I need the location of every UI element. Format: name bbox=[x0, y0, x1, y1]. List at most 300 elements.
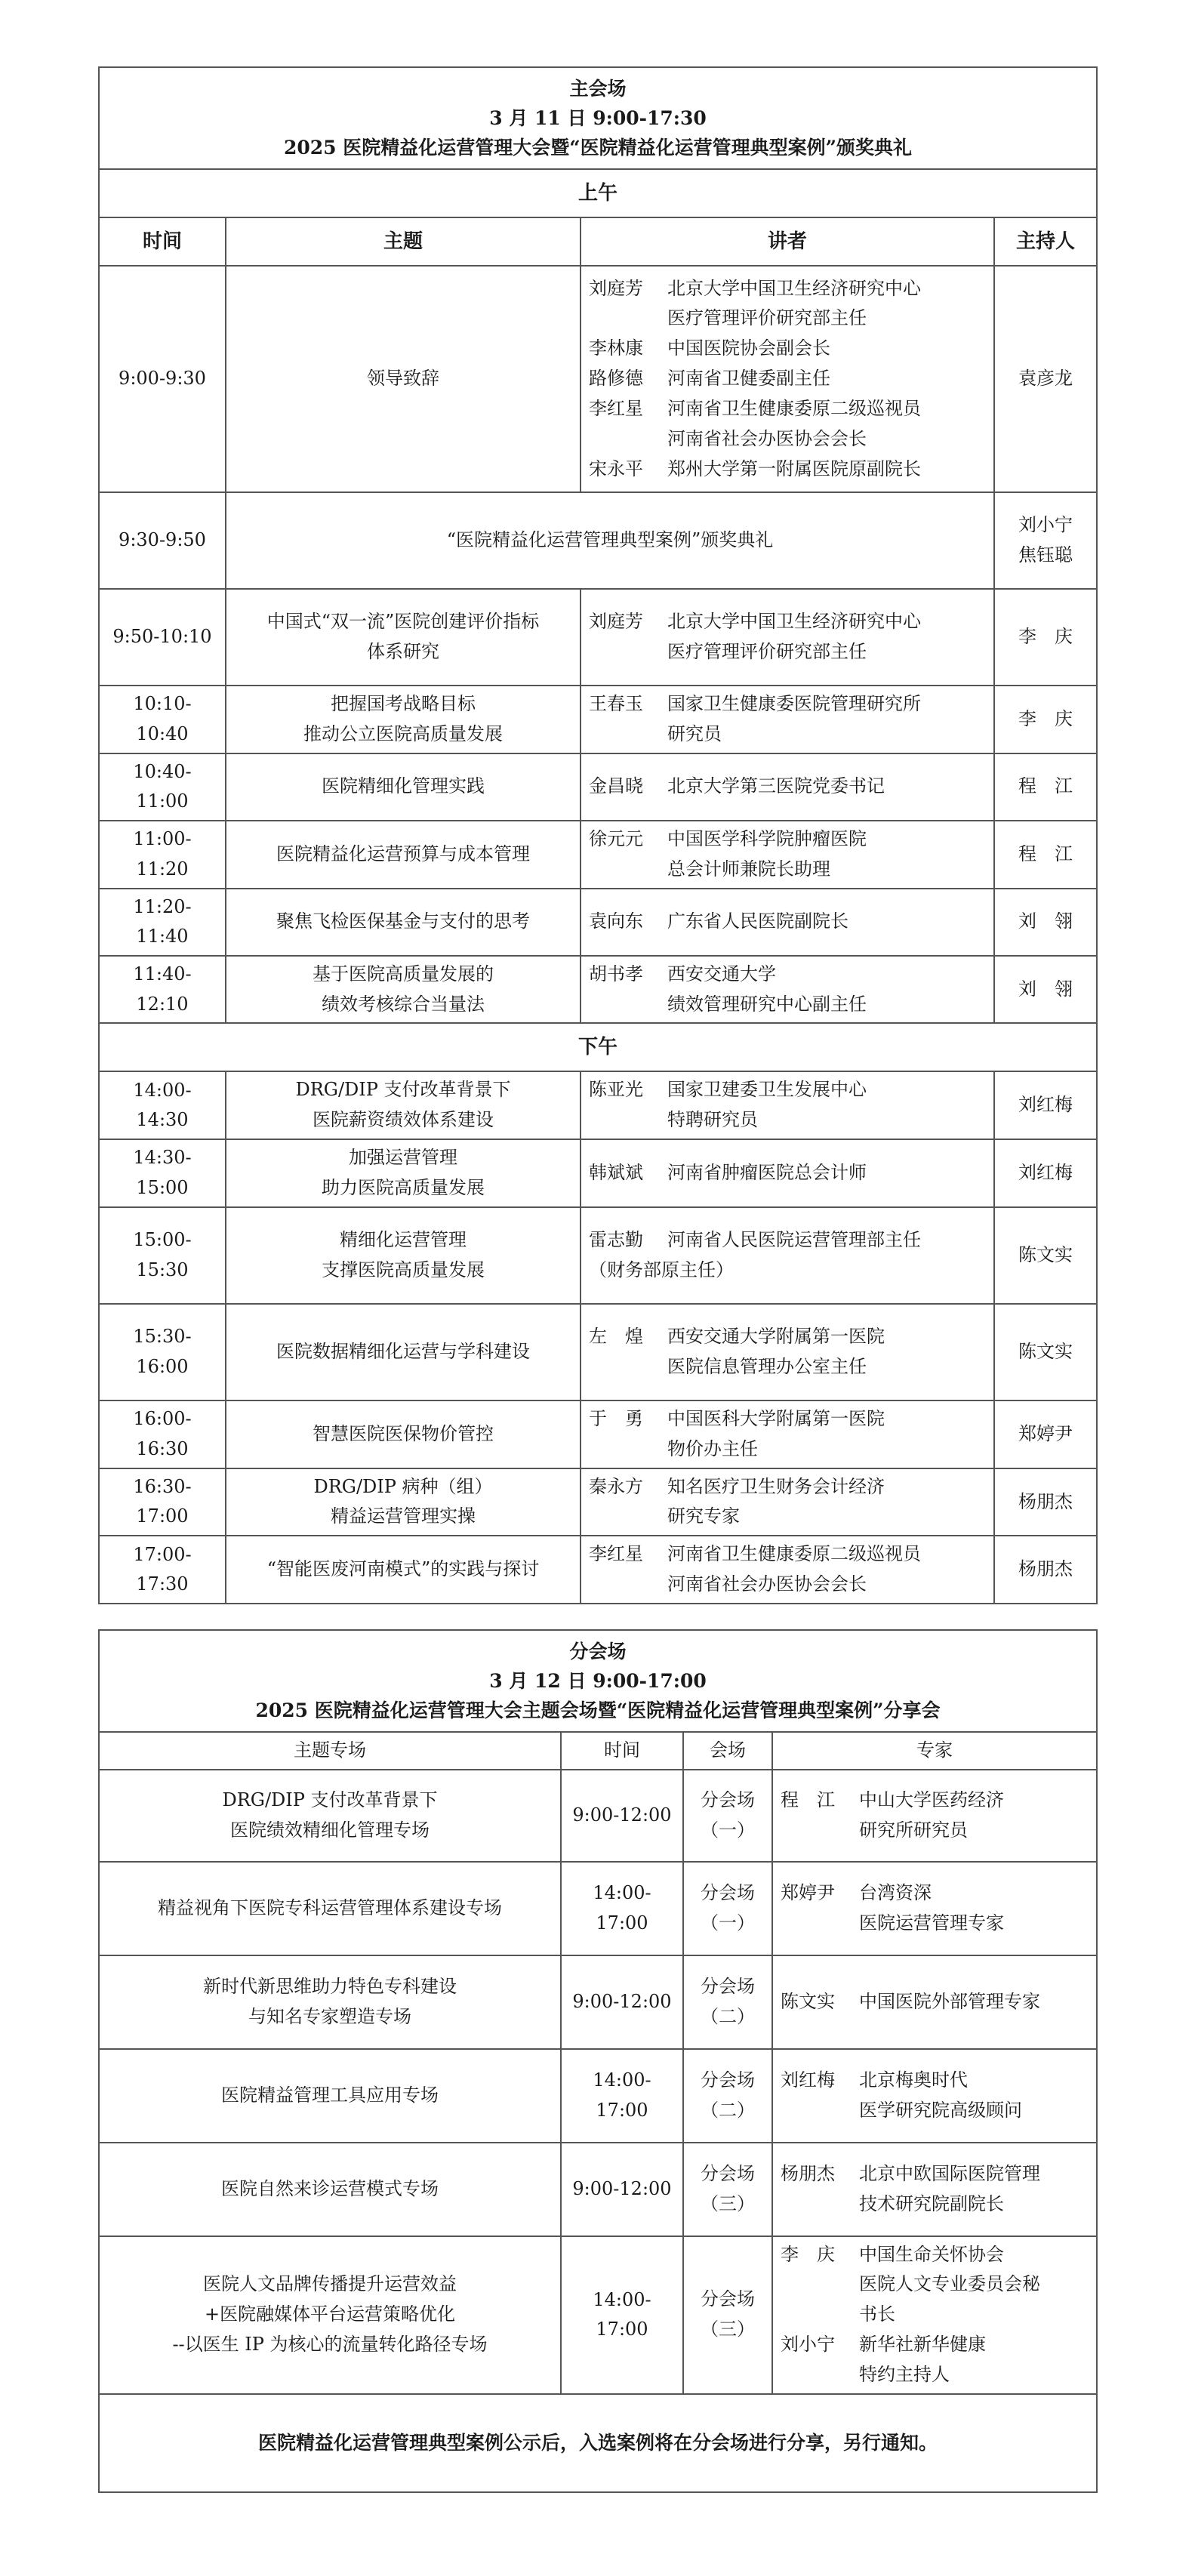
topic-line: 医院薪资绩效体系建设 bbox=[313, 1109, 494, 1131]
branch-col-room-header: 会场 bbox=[683, 1732, 772, 1770]
speaker-name: 刘庭芳 bbox=[589, 611, 643, 633]
session-time: 16:00-16:30 bbox=[99, 1400, 226, 1468]
host-name: 李 庆 bbox=[1018, 707, 1073, 729]
expert-name: 刘红梅 bbox=[781, 2069, 835, 2091]
host-name: 刘红梅 bbox=[1018, 1094, 1073, 1116]
session-host bbox=[994, 1468, 1097, 1536]
speaker-title-line: 西安交通大学 bbox=[667, 963, 776, 984]
speaker-title-line: 河南省卫健委副主任 bbox=[667, 368, 830, 390]
venue-date: 3 月 11 日 9:00-17:30 bbox=[489, 107, 707, 129]
branch-topic-line: --以医生 IP 为核心的流量转化路径专场 bbox=[172, 2334, 488, 2356]
branch-room-line: 分会场 bbox=[701, 2162, 755, 2184]
topic-line: 聚焦飞检医保基金与支付的思考 bbox=[276, 911, 530, 932]
speaker-name: 王春玉 bbox=[589, 693, 643, 714]
branch-topic-line: 医院精益管理工具应用专场 bbox=[221, 2084, 439, 2106]
session-topic bbox=[226, 1207, 581, 1304]
speaker-title-line: 总会计师兼院长助理 bbox=[667, 858, 830, 880]
expert-title-line: 台湾资深 bbox=[859, 1881, 932, 1903]
session-topic bbox=[226, 589, 581, 686]
topic-line: 精益运营管理实操 bbox=[331, 1505, 476, 1527]
session-time: 10:10-10:40 bbox=[99, 686, 226, 753]
speaker-title-line: 河南省人民医院运营管理部主任 bbox=[667, 1228, 921, 1250]
speaker-name: 袁向东 bbox=[589, 911, 643, 932]
session-speakers bbox=[581, 589, 994, 686]
branch-col-time-header: 时间 bbox=[561, 1732, 683, 1770]
branch-topic-line: 精益视角下医院专科运营管理体系建设专场 bbox=[158, 1897, 502, 1918]
schedule-row bbox=[99, 686, 1097, 753]
schedule-row bbox=[99, 1536, 1097, 1604]
session-time: 17:00-17:30 bbox=[99, 1536, 226, 1604]
topic-line: 把握国考战略目标 bbox=[331, 693, 476, 714]
speaker-title-line: 中国医科大学附属第一医院 bbox=[667, 1408, 885, 1429]
branch-room bbox=[683, 2143, 772, 2236]
speaker-name: 秦永方 bbox=[589, 1475, 643, 1497]
speaker-name: 于 勇 bbox=[589, 1408, 643, 1429]
speaker-title bbox=[667, 689, 986, 750]
expert-title-line: 技术研究院副院长 bbox=[859, 2192, 1004, 2214]
branch-experts bbox=[772, 2236, 1097, 2394]
speaker-entry bbox=[589, 824, 986, 885]
session-speakers bbox=[581, 753, 994, 821]
host-name: 刘 翎 bbox=[1018, 978, 1073, 1000]
speaker-entry bbox=[589, 960, 986, 1020]
topic-line: 加强运营管理 bbox=[349, 1147, 457, 1168]
schedule-row bbox=[99, 589, 1097, 686]
branch-venue-date: 3 月 12 日 9:00-17:00 bbox=[489, 1670, 707, 1692]
branch-topic-line: DRG/DIP 支付改革背景下 bbox=[222, 1789, 438, 1810]
expert-title-line: 北京梅奥时代 bbox=[859, 2069, 968, 2091]
session-topic bbox=[226, 1071, 581, 1139]
branch-venue-table bbox=[98, 1629, 1098, 2493]
host-name: 李 庆 bbox=[1018, 626, 1073, 648]
session-host bbox=[994, 492, 1097, 589]
topic-line: “智能医废河南模式”的实践与探讨 bbox=[266, 1558, 540, 1580]
session-topic bbox=[226, 1304, 581, 1400]
speaker-entry bbox=[589, 1158, 986, 1188]
topic-line: 中国式“双一流”医院创建评价指标 bbox=[266, 611, 540, 633]
speaker-entry bbox=[589, 772, 986, 802]
topic-line: 智慧医院医保物价管控 bbox=[313, 1422, 494, 1444]
expert-title bbox=[859, 1878, 1089, 1939]
branch-room-line: （二） bbox=[701, 2099, 755, 2121]
speaker-entry bbox=[589, 1322, 986, 1382]
session-speakers bbox=[581, 1536, 994, 1604]
branch-row bbox=[99, 1955, 1097, 2049]
speaker-entry bbox=[589, 1539, 986, 1600]
session-time: 11:20-11:40 bbox=[99, 889, 226, 956]
expert-title bbox=[859, 2159, 1089, 2220]
branch-room-line: （三） bbox=[701, 2319, 755, 2340]
topic-line: 基于医院高质量发展的 bbox=[313, 963, 494, 984]
expert-name: 程 江 bbox=[781, 1789, 835, 1810]
speaker-title-line: 知名医疗卫生财务会计经济 bbox=[667, 1475, 885, 1497]
morning-label: 上午 bbox=[99, 169, 1097, 217]
session-host bbox=[994, 1139, 1097, 1207]
session-time: 16:30-17:00 bbox=[99, 1468, 226, 1536]
session-topic bbox=[226, 1468, 581, 1536]
speaker-entry bbox=[589, 1472, 986, 1533]
host-name: 杨朋杰 bbox=[1018, 1490, 1073, 1512]
session-host bbox=[994, 589, 1097, 686]
branch-experts bbox=[772, 1862, 1097, 1955]
host-name: 刘红梅 bbox=[1018, 1161, 1073, 1183]
speaker-entry bbox=[589, 454, 986, 485]
schedule-row bbox=[99, 1304, 1097, 1400]
session-topic bbox=[226, 1536, 581, 1604]
speaker-title-line: 医疗管理评价研究部主任 bbox=[667, 307, 867, 329]
branch-room-line: （一） bbox=[701, 1912, 755, 1934]
expert-name: 杨朋杰 bbox=[781, 2162, 835, 2184]
expert-title-line: 北京中欧国际医院管理 bbox=[859, 2162, 1040, 2184]
speaker-name: 刘庭芳 bbox=[589, 277, 643, 299]
host-name: 刘 翎 bbox=[1018, 911, 1073, 932]
expert-title-line: 医学研究院高级顾问 bbox=[859, 2099, 1022, 2121]
schedule-row bbox=[99, 821, 1097, 889]
branch-experts bbox=[772, 1770, 1097, 1862]
speaker-title bbox=[667, 772, 986, 802]
schedule-row bbox=[99, 889, 1097, 956]
session-time: 11:00-11:20 bbox=[99, 821, 226, 889]
session-speakers bbox=[581, 1207, 994, 1304]
branch-col-topic-header: 主题专场 bbox=[99, 1732, 561, 1770]
speaker-title bbox=[667, 274, 986, 334]
main-venue-header bbox=[99, 67, 1097, 169]
speaker-title bbox=[667, 607, 986, 667]
host-name: 焦钰聪 bbox=[1018, 544, 1073, 565]
session-time: 9:50-10:10 bbox=[99, 589, 226, 686]
speaker-title-line: 物价办主任 bbox=[667, 1437, 758, 1459]
branch-room bbox=[683, 2236, 772, 2394]
session-time: 15:30-16:00 bbox=[99, 1304, 226, 1400]
speaker-title bbox=[667, 1472, 986, 1533]
branch-topic-line: 医院人文品牌传播提升运营效益 bbox=[203, 2273, 457, 2295]
branch-room-line: 分会场 bbox=[701, 1975, 755, 1997]
session-time: 9:00-9:30 bbox=[99, 266, 226, 492]
event-title: 2025 医院精益化运营管理大会暨“医院精益化运营管理典型案例”颁奖典礼 bbox=[284, 137, 913, 159]
expert-entry bbox=[781, 1878, 1089, 1939]
schedule-row bbox=[99, 753, 1097, 821]
host-name: 刘小宁 bbox=[1018, 514, 1073, 536]
col-time-header: 时间 bbox=[99, 217, 226, 266]
branch-note: 医院精益化运营管理典型案例公示后，入选案例将在分会场进行分享，另行通知。 bbox=[99, 2394, 1097, 2492]
session-speakers bbox=[581, 1071, 994, 1139]
speaker-title bbox=[667, 394, 986, 454]
speaker-entry bbox=[589, 1225, 986, 1256]
branch-room bbox=[683, 2049, 772, 2143]
schedule-row bbox=[99, 1207, 1097, 1304]
session-time: 11:40-12:10 bbox=[99, 956, 226, 1024]
expert-title bbox=[859, 1987, 1089, 2017]
speaker-name: 宋永平 bbox=[589, 458, 643, 479]
topic-line: 医院数据精细化运营与学科建设 bbox=[276, 1341, 530, 1363]
expert-title bbox=[859, 2066, 1089, 2126]
branch-experts bbox=[772, 2049, 1097, 2143]
speaker-title-line: 河南省卫生健康委原二级巡视员 bbox=[667, 1543, 921, 1565]
speaker-title-line: 绩效管理研究中心副主任 bbox=[667, 993, 867, 1015]
expert-entry bbox=[781, 1987, 1089, 2017]
session-host bbox=[994, 821, 1097, 889]
session-speakers bbox=[581, 266, 994, 492]
branch-time: 9:00-12:00 bbox=[561, 2143, 683, 2236]
afternoon-label: 下午 bbox=[99, 1023, 1097, 1071]
branch-topic bbox=[99, 2143, 561, 2236]
topic-line: 推动公立医院高质量发展 bbox=[303, 723, 503, 744]
session-topic bbox=[226, 889, 581, 956]
expert-entry bbox=[781, 2330, 1089, 2390]
branch-col-expert-header: 专家 bbox=[772, 1732, 1097, 1770]
speaker-title-line: 河南省卫生健康委原二级巡视员 bbox=[667, 397, 921, 419]
session-speakers bbox=[581, 889, 994, 956]
topic-line: DRG/DIP 支付改革背景下 bbox=[295, 1079, 511, 1101]
branch-time: 9:00-12:00 bbox=[561, 1955, 683, 2049]
session-time: 10:40-11:00 bbox=[99, 753, 226, 821]
speaker-title bbox=[667, 454, 986, 485]
speaker-entry bbox=[589, 274, 986, 334]
branch-room bbox=[683, 1770, 772, 1862]
speaker-title bbox=[667, 1539, 986, 1600]
session-host bbox=[994, 1304, 1097, 1400]
branch-topic-line: +医院融媒体平台运营策略优化 bbox=[204, 2303, 456, 2325]
col-topic-header: 主题 bbox=[226, 217, 581, 266]
branch-room-line: 分会场 bbox=[701, 1881, 755, 1903]
speaker-title-line: 河南省社会办医协会会长 bbox=[667, 427, 867, 449]
speaker-title-line: 研究员 bbox=[667, 723, 722, 744]
host-name: 程 江 bbox=[1018, 843, 1073, 864]
topic-line: 助力医院高质量发展 bbox=[322, 1176, 485, 1198]
expert-title bbox=[859, 2330, 1089, 2390]
session-speakers bbox=[581, 821, 994, 889]
expert-name: 陈文实 bbox=[781, 1990, 835, 2012]
speaker-title bbox=[667, 364, 986, 394]
session-topic bbox=[226, 1139, 581, 1207]
speaker-title-line: 医院信息管理办公室主任 bbox=[667, 1356, 867, 1377]
speaker-name: 李红星 bbox=[589, 1543, 643, 1565]
branch-room bbox=[683, 1862, 772, 1955]
expert-name: 郑婷尹 bbox=[781, 1881, 835, 1903]
host-name: 陈文实 bbox=[1018, 1341, 1073, 1363]
branch-topic bbox=[99, 1862, 561, 1955]
speaker-name: 左 煌 bbox=[589, 1326, 643, 1348]
speaker-title bbox=[667, 824, 986, 885]
speaker-title-line: 中国医院协会副会长 bbox=[667, 337, 830, 359]
session-topic bbox=[226, 686, 581, 753]
expert-title-line: 医院人文专业委员会秘 bbox=[859, 2273, 1040, 2295]
session-speakers bbox=[581, 1468, 994, 1536]
session-topic bbox=[226, 266, 581, 492]
col-host-header: 主持人 bbox=[994, 217, 1097, 266]
speaker-entry bbox=[589, 1075, 986, 1135]
branch-topic bbox=[99, 1770, 561, 1862]
host-name: 郑婷尹 bbox=[1018, 1422, 1073, 1444]
speaker-name: 雷志勤 bbox=[589, 1228, 643, 1250]
host-name: 袁彦龙 bbox=[1018, 368, 1073, 390]
session-host bbox=[994, 889, 1097, 956]
schedule-row bbox=[99, 1468, 1097, 1536]
topic-line: “医院精益化运营管理典型案例”颁奖典礼 bbox=[446, 529, 774, 551]
branch-venue-label: 分会场 bbox=[569, 1641, 627, 1662]
speaker-title bbox=[667, 960, 986, 1020]
branch-row bbox=[99, 1862, 1097, 1955]
expert-title-line: 新华社新华健康 bbox=[859, 2334, 986, 2356]
session-host bbox=[994, 1536, 1097, 1604]
expert-title-line: 中国医院外部管理专家 bbox=[859, 1990, 1040, 2012]
session-host bbox=[994, 1400, 1097, 1468]
branch-topic-line: 医院自然来诊运营模式专场 bbox=[221, 2177, 439, 2199]
speaker-entry bbox=[589, 364, 986, 394]
branch-room-line: （二） bbox=[701, 2005, 755, 2027]
session-host bbox=[994, 1207, 1097, 1304]
branch-room-line: 分会场 bbox=[701, 2288, 755, 2310]
main-venue-table bbox=[98, 66, 1098, 1305]
session-topic bbox=[226, 753, 581, 821]
venue-label: 主会场 bbox=[569, 78, 627, 100]
branch-topic bbox=[99, 1955, 561, 2049]
speaker-entry bbox=[589, 607, 986, 667]
session-host bbox=[994, 1071, 1097, 1139]
branch-time: 14:00-17:00 bbox=[561, 1862, 683, 1955]
speaker-title-line: 国家卫生健康委医院管理研究所 bbox=[667, 693, 921, 714]
expert-entry bbox=[781, 2066, 1089, 2126]
schedule-row bbox=[99, 956, 1097, 1024]
session-host bbox=[994, 956, 1097, 1024]
session-topic bbox=[226, 956, 581, 1024]
topic-line: 医院精细化管理实践 bbox=[322, 775, 485, 797]
expert-title-line: 医院运营管理专家 bbox=[859, 1912, 1004, 1934]
expert-name: 刘小宁 bbox=[781, 2334, 835, 2356]
expert-entry bbox=[781, 1786, 1089, 1846]
col-speaker-header: 讲者 bbox=[581, 217, 994, 266]
speaker-title-line: 特聘研究员 bbox=[667, 1109, 758, 1131]
speaker-extra: （财务部原主任） bbox=[589, 1259, 734, 1280]
expert-title-line: 书长 bbox=[859, 2303, 895, 2325]
expert-entry bbox=[781, 2159, 1089, 2220]
speaker-name: 徐元元 bbox=[589, 827, 643, 849]
branch-experts bbox=[772, 1955, 1097, 2049]
speaker-name: 胡书孝 bbox=[589, 963, 643, 984]
session-topic bbox=[226, 492, 994, 589]
expert-title bbox=[859, 1786, 1089, 1846]
speaker-title bbox=[667, 1322, 986, 1382]
topic-line: 体系研究 bbox=[367, 641, 439, 662]
speaker-title-line: 研究专家 bbox=[667, 1505, 740, 1527]
branch-time: 9:00-12:00 bbox=[561, 1770, 683, 1862]
expert-title bbox=[859, 2240, 1089, 2330]
branch-topic-line: 医院绩效精细化管理专场 bbox=[230, 1819, 430, 1841]
branch-room bbox=[683, 1955, 772, 2049]
schedule-row bbox=[99, 1400, 1097, 1468]
speaker-title-line: 河南省社会办医协会会长 bbox=[667, 1573, 867, 1595]
session-host bbox=[994, 686, 1097, 753]
schedule-row bbox=[99, 266, 1097, 492]
speaker-title bbox=[667, 1158, 986, 1188]
speaker-title bbox=[667, 1225, 986, 1256]
speaker-title-line: 国家卫建委卫生发展中心 bbox=[667, 1079, 867, 1101]
branch-room-line: 分会场 bbox=[701, 2069, 755, 2091]
speaker-title-line: 西安交通大学附属第一医院 bbox=[667, 1326, 885, 1348]
session-host bbox=[994, 266, 1097, 492]
branch-time: 14:00-17:00 bbox=[561, 2049, 683, 2143]
speaker-title-line: 郑州大学第一附属医院原副院长 bbox=[667, 458, 921, 479]
speaker-entry bbox=[589, 689, 986, 750]
speaker-entry bbox=[589, 907, 986, 937]
speaker-title bbox=[667, 1075, 986, 1135]
branch-room-line: （三） bbox=[701, 2192, 755, 2214]
session-speakers bbox=[581, 956, 994, 1024]
speaker-name: 陈亚光 bbox=[589, 1079, 643, 1101]
host-name: 程 江 bbox=[1018, 775, 1073, 797]
speaker-title-line: 广东省人民医院副院长 bbox=[667, 911, 848, 932]
main-venue-continued-table bbox=[98, 1303, 1098, 1604]
topic-line: 领导致辞 bbox=[367, 368, 439, 390]
topic-line: 绩效考核综合当量法 bbox=[322, 993, 485, 1015]
speaker-name: 李林康 bbox=[589, 337, 643, 359]
speaker-entry bbox=[589, 334, 986, 364]
branch-room-line: （一） bbox=[701, 1819, 755, 1841]
branch-time: 14:00-17:00 bbox=[561, 2236, 683, 2394]
expert-title-line: 中山大学医药经济 bbox=[859, 1789, 1004, 1810]
session-time: 14:30-15:00 bbox=[99, 1139, 226, 1207]
session-speakers bbox=[581, 686, 994, 753]
speaker-title-line: 河南省肿瘤医院总会计师 bbox=[667, 1161, 867, 1183]
speaker-title bbox=[667, 907, 986, 937]
branch-row bbox=[99, 2143, 1097, 2236]
expert-title-line: 特约主持人 bbox=[859, 2363, 950, 2385]
branch-venue-header bbox=[99, 1630, 1097, 1732]
speaker-name: 李红星 bbox=[589, 397, 643, 419]
branch-row bbox=[99, 2236, 1097, 2394]
schedule-row bbox=[99, 492, 1097, 589]
speaker-entry bbox=[589, 394, 986, 454]
session-speakers bbox=[581, 1139, 994, 1207]
speaker-name: 路修德 bbox=[589, 368, 643, 390]
branch-event-title: 2025 医院精益化运营管理大会主题会场暨“医院精益化运营管理典型案例”分享会 bbox=[255, 1699, 941, 1721]
speaker-name: 韩斌斌 bbox=[589, 1161, 643, 1183]
speaker-entry bbox=[589, 1404, 986, 1465]
expert-title-line: 中国生命关怀协会 bbox=[859, 2243, 1004, 2265]
schedule-row bbox=[99, 1071, 1097, 1139]
expert-title-line: 研究所研究员 bbox=[859, 1819, 968, 1841]
speaker-title-line: 医疗管理评价研究部主任 bbox=[667, 641, 867, 662]
expert-entry bbox=[781, 2240, 1089, 2330]
session-topic bbox=[226, 1400, 581, 1468]
branch-topic-line: 新时代新思维助力特色专科建设 bbox=[203, 1975, 457, 1997]
branch-row bbox=[99, 1770, 1097, 1862]
session-host bbox=[994, 753, 1097, 821]
branch-topic bbox=[99, 2236, 561, 2394]
branch-experts bbox=[772, 2143, 1097, 2236]
speaker-title bbox=[667, 1404, 986, 1465]
expert-name: 李 庆 bbox=[781, 2243, 835, 2265]
branch-topic-line: 与知名专家塑造专场 bbox=[248, 2005, 411, 2027]
speaker-title-line: 北京大学中国卫生经济研究中心 bbox=[667, 277, 921, 299]
topic-line: 医院精益化运营预算与成本管理 bbox=[276, 843, 530, 864]
speaker-title-line: 北京大学中国卫生经济研究中心 bbox=[667, 611, 921, 633]
session-topic bbox=[226, 821, 581, 889]
speaker-title-line: 北京大学第三医院党委书记 bbox=[667, 775, 885, 797]
host-name: 陈文实 bbox=[1018, 1243, 1073, 1265]
branch-row bbox=[99, 2049, 1097, 2143]
branch-room-line: 分会场 bbox=[701, 1789, 755, 1810]
session-speakers bbox=[581, 1400, 994, 1468]
schedule-row bbox=[99, 1139, 1097, 1207]
session-time: 14:00-14:30 bbox=[99, 1071, 226, 1139]
session-speakers bbox=[581, 1304, 994, 1400]
host-name: 杨朋杰 bbox=[1018, 1558, 1073, 1580]
session-time: 15:00-15:30 bbox=[99, 1207, 226, 1304]
branch-topic bbox=[99, 2049, 561, 2143]
topic-line: 支撑医院高质量发展 bbox=[322, 1259, 485, 1280]
topic-line: 精细化运营管理 bbox=[340, 1228, 467, 1250]
